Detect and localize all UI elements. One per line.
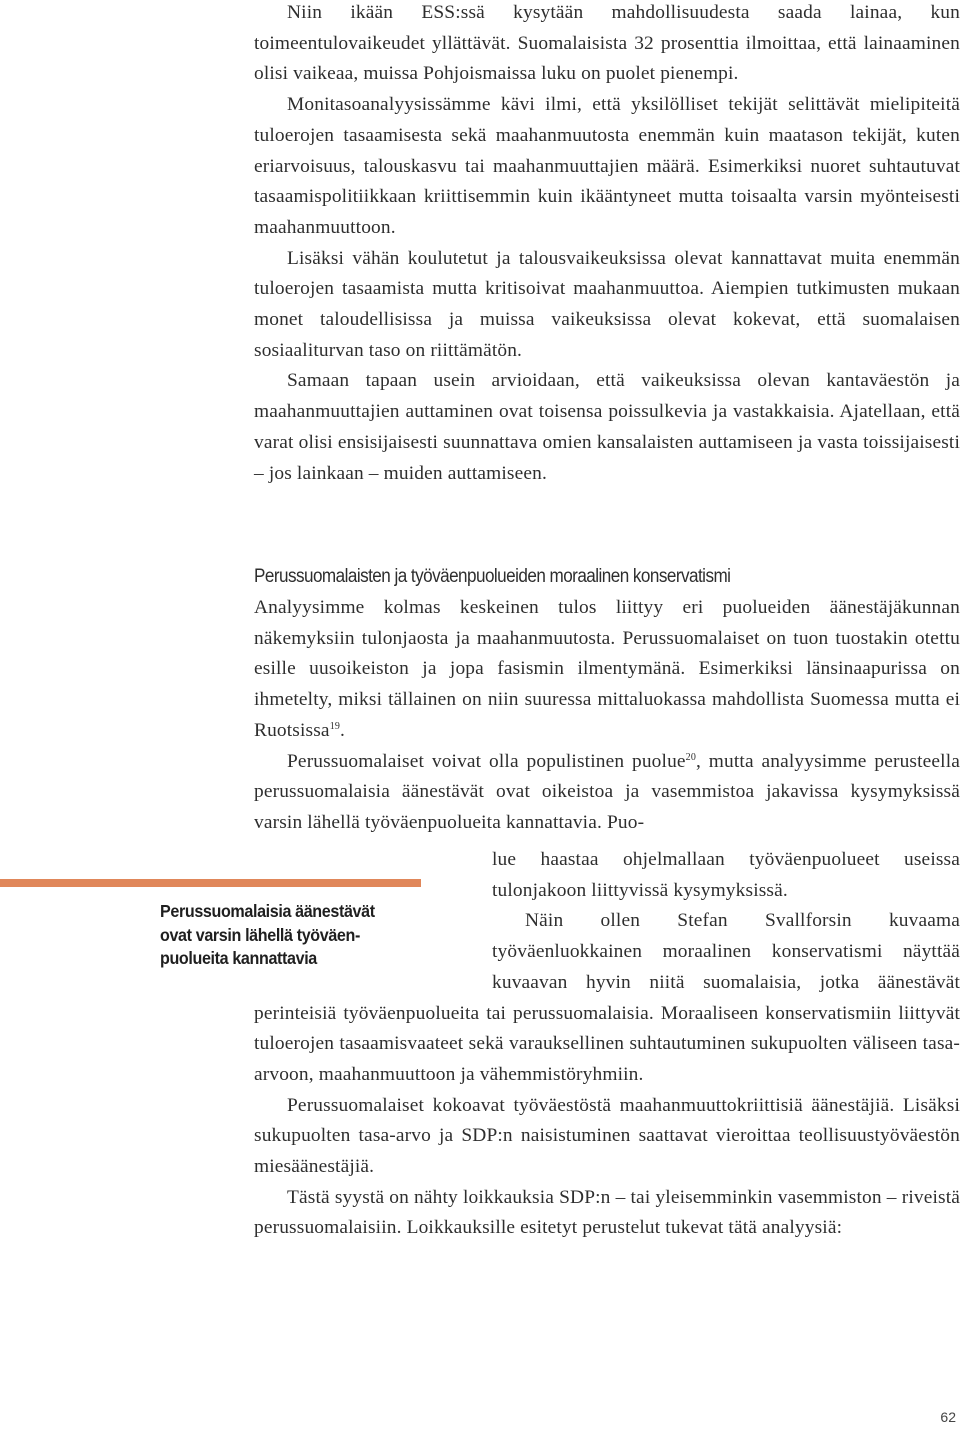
paragraph-text: Puo- bbox=[606, 811, 645, 833]
pull-quote-accent-bar bbox=[0, 879, 421, 887]
paragraph: lue haastaa ohjelmallaan työväenpuolueet useissa tulonjakoon liittyvissä kysymyksissä. bbox=[492, 849, 960, 901]
pull-quote bbox=[160, 900, 408, 971]
pull-quote-line: Perussuomalaisia äänestävät bbox=[160, 901, 375, 921]
paragraph: Näin ollen Stefan Svallforsin kuvaama työväenluokkainen moraalinen konservatismi näyttää kuvaavan hyvin niitä suomalaisia, jotka äänestävät perinteisiä työväenpuolueita tai perussuomalaisia. Moraaliseen konservatismiin liittyvät tuloerojen tasaamisvaateet sekä varauksellinen suhtautuminen sukupuolten väliseen tasa-arvoon, maahanmuuttoon ja vähemmistöryhmiin. bbox=[254, 910, 960, 1085]
paragraph: Samaan tapaan usein arvioidaan, että vaikeuksissa olevan kantaväestön ja maahanmuuttajien auttaminen ovat toisensa poissulkevia ja vastakkaisia. Ajatellaan, että varat olisi ensisijaisesti suunnattava omien kansalaisten auttamiseen ja vasta toissijaisesti – jos lainkaan – muiden auttamiseen. bbox=[254, 370, 960, 484]
section-heading: Perussuomalaisten ja työväenpuolueiden moraalinen konservatismi bbox=[254, 566, 731, 587]
paragraph: Monitasoanalyysissämme kävi ilmi, että yksilölliset tekijät selittävät mielipiteitä tuloerojen tasaamisesta sekä maahanmuutosta enemmän kuin maatason tekijät, kuten eriarvoisuus, talouskasvu tai maahanmuuttajien määrä. Esimerkiksi nuoret suhtautuvat tasaamispolitiikkaan kriittisemmin kuin ikääntyneet mutta toisaalta varsin myönteisesti maahanmuuttoon. bbox=[254, 94, 960, 238]
paragraph bbox=[254, 747, 960, 839]
paragraph: Niin ikään ESS:ssä kysytään mahdollisuudesta saada lainaa, kun toimeentulovaikeudet yllättävät. Suomalaisista 32 prosenttia ilmoittaa, että lainaaminen olisi vaikeaa, muissa Pohjoismaissa luku on puolet pienempi. bbox=[254, 2, 960, 85]
paragraph: Perussuomalaiset kokoavat työväestöstä maahanmuuttokriittisiä äänestäjiä. Lisäksi sukupuolten tasa-arvo ja SDP:n naisistuminen saattavat vieroittaa teollisuustyöväestön miesäänestäjiä. bbox=[254, 1094, 960, 1178]
paragraph: Tästä syystä on nähty loikkauksia SDP:n – tai yleisemminkin vasemmiston – riveistä perussuomalaisiin. Loikkauksille esitetyt perustelut tukevat tätä analyysiä: bbox=[254, 1186, 960, 1239]
paragraph-text: Perussuomalaiset voivat olla populistinen puolue bbox=[287, 750, 686, 772]
footnote-ref: 19 bbox=[329, 720, 341, 732]
paragraph-text: Analyysimme kolmas keskeinen tulos liittyy eri puolueiden äänestäjäkunnan näkemyksiin tulonjaosta ja maahanmuutosta. Perussuomalaiset on tuon tuostakin otettu esille uusoikeiston ja jopa fasismin ilmentymänä. Esimerkiksi länsinaapurissa on ihmetelty, miksi tällainen on niin suuressa mittaluokassa mahdollista Suomessa mutta ei Ruotsissa bbox=[254, 597, 960, 741]
footnote-ref: 20 bbox=[685, 751, 696, 763]
top-text-block bbox=[254, 0, 960, 489]
paragraph: Lisäksi vähän koulutetut ja talousvaikeuksissa olevat kannattavat muita enemmän tuloerojen tasaamista mutta kritisoivat maahanmuuttoa. Aiempien tutkimusten mukaan monet taloudellisissa ja muissa vaikeuksissa olevat kokevat, että suomalaisen sosiaaliturvan taso on riittämätön. bbox=[254, 247, 960, 361]
paragraph bbox=[254, 593, 960, 747]
paragraph-end: . bbox=[340, 719, 346, 741]
page-number: 62 bbox=[940, 1409, 956, 1425]
pull-quote-line: ovat varsin lähellä työväen- bbox=[160, 924, 360, 945]
pull-quote-line: puolueita kannattavia bbox=[160, 948, 317, 968]
section-text-block bbox=[254, 593, 960, 839]
paragraph-text: , mutta analyysimme perusteella perussuomalaisia äänestävät ovat oikeistoa ja vasemmistoa jakavissa kysymyksissä varsin lähellä työväenpuolueita kannattavia. bbox=[254, 750, 960, 833]
